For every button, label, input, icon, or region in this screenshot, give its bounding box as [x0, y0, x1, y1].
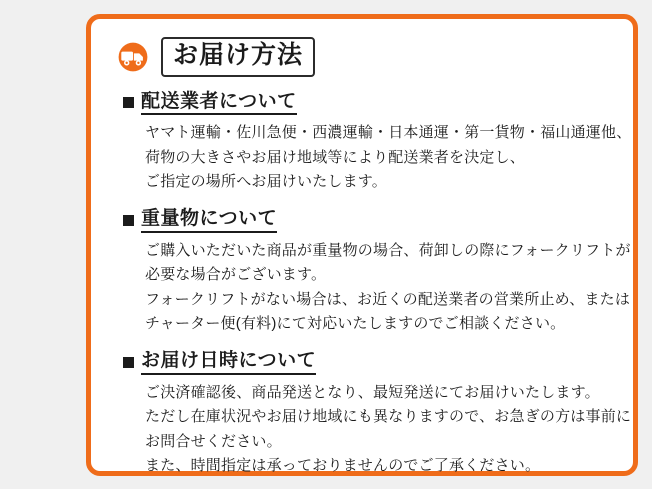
- bullet-square-icon: [123, 215, 134, 226]
- section-body: [145, 239, 631, 336]
- body-line: お問合せください。: [145, 432, 282, 450]
- section-heading-row: [123, 91, 613, 116]
- section-delivery-datetime: [113, 350, 632, 478]
- bullet-square-icon: [123, 357, 134, 368]
- body-line: ご指定の場所へお届けいたします。: [145, 172, 388, 190]
- body-line: また、時間指定は承っておりませんのでご了承ください。: [145, 457, 541, 474]
- section-heading: お届け日時について: [141, 350, 316, 375]
- section-heavy-items: [113, 208, 631, 336]
- section-body: [145, 121, 632, 194]
- section-heading-row: [123, 208, 613, 233]
- section-heading: 配送業者について: [141, 91, 297, 116]
- body-line: ご購入いただいた商品が重量物の場合、荷卸しの際にフォークリフトが: [145, 242, 631, 260]
- body-line: 必要な場合がございます。: [145, 266, 327, 284]
- body-line: ヤマト運輸・佐川急便・西濃運輸・日本通運・第一貨物・福山通運他、: [145, 124, 632, 142]
- section-heading: 重量物について: [141, 208, 277, 233]
- body-line: 荷物の大きさやお届け地域等により配送業者を決定し、: [145, 148, 526, 166]
- section-heading-row: [123, 350, 613, 375]
- bullet-square-icon: [123, 97, 134, 108]
- body-line: チャーター便(有料)にて対応いたしますのでご相談ください。: [145, 314, 566, 332]
- card-header: [115, 37, 613, 77]
- body-line: ご決済確認後、商品発送となり、最短発送にてお届けいたします。: [145, 384, 600, 402]
- page-title: お届け方法: [161, 37, 315, 77]
- delivery-truck-icon: [115, 41, 151, 73]
- section-shipping-carrier: [113, 90, 632, 195]
- body-line: フォークリフトがない場合は、お近くの配送業者の営業所止め、または: [145, 290, 631, 308]
- delivery-info-card: [86, 14, 638, 476]
- section-body: [145, 381, 632, 478]
- body-line: ただし在庫状況やお届け地域にも異なりますので、お急ぎの方は事前に: [145, 408, 632, 426]
